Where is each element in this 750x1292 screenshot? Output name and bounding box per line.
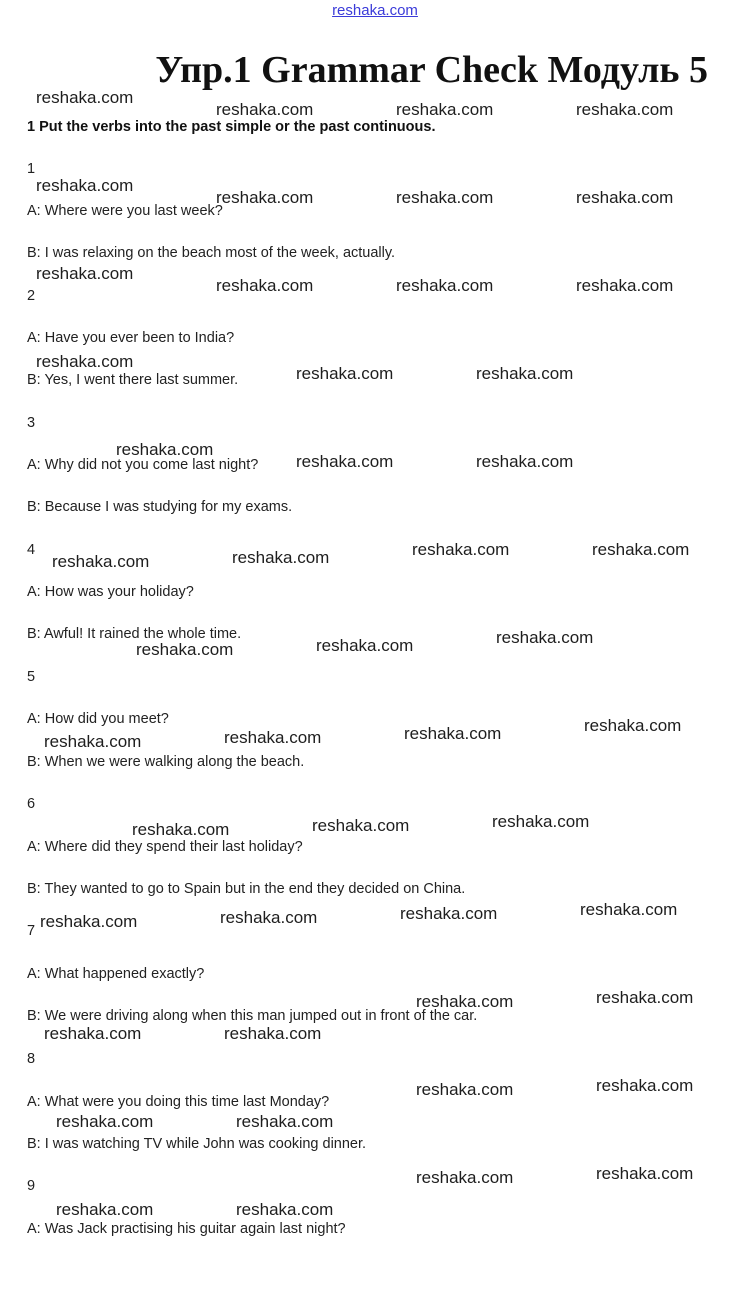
dialogue-line-b: B: I was watching TV while John was cooking dinner. — [27, 1136, 367, 1152]
watermark: reshaka.com — [224, 1024, 322, 1043]
watermark: reshaka.com — [36, 176, 134, 195]
watermark: reshaka.com — [36, 352, 134, 371]
dialogue-line-a: A: What were you doing this time last Monday? — [27, 1094, 330, 1110]
watermark: reshaka.com — [412, 540, 510, 559]
watermark: reshaka.com — [56, 1200, 154, 1219]
dialogue-number: 6 — [27, 796, 36, 812]
watermark: reshaka.com — [216, 100, 314, 119]
dialogue-number: 4 — [27, 542, 36, 558]
watermark: reshaka.com — [296, 452, 394, 471]
watermark: reshaka.com — [596, 988, 694, 1007]
watermark: reshaka.com — [416, 1080, 514, 1099]
dialogue-number: 8 — [27, 1051, 36, 1067]
watermark: reshaka.com — [396, 276, 494, 295]
watermark: reshaka.com — [396, 100, 494, 119]
dialogue-line-b: B: Awful! It rained the whole time. — [27, 626, 242, 642]
watermark: reshaka.com — [40, 912, 138, 931]
watermark: reshaka.com — [44, 732, 142, 751]
dialogue-line-b: B: Yes, I went there last summer. — [27, 372, 239, 388]
watermark: reshaka.com — [400, 904, 498, 923]
watermark: reshaka.com — [584, 716, 682, 735]
watermark: reshaka.com — [56, 1112, 154, 1131]
watermark: reshaka.com — [476, 364, 574, 383]
watermark: reshaka.com — [576, 188, 674, 207]
watermark: reshaka.com — [596, 1164, 694, 1183]
watermark: reshaka.com — [316, 636, 414, 655]
dialogue-line-a: A: Where did they spend their last holiday? — [27, 839, 303, 855]
watermark: reshaka.com — [492, 812, 590, 831]
exercise-instruction: 1 Put the verbs into the past simple or the past continuous. — [27, 119, 436, 135]
watermark: reshaka.com — [296, 364, 394, 383]
watermark: reshaka.com — [576, 276, 674, 295]
dialogue-line-b: B: They wanted to go to Spain but in the end they decided on China. — [27, 881, 466, 897]
dialogue-number: 5 — [27, 669, 36, 685]
dialogue-line-a: A: How was your holiday? — [27, 584, 194, 600]
watermark: reshaka.com — [396, 188, 494, 207]
watermark: reshaka.com — [236, 1112, 334, 1131]
dialogue-line-a: A: Where were you last week? — [27, 203, 223, 219]
dialogue-line-a: A: What happened exactly? — [27, 966, 205, 982]
dialogue-line-b: B: I was relaxing on the beach most of the week, actually. — [27, 245, 396, 261]
dialogue-line-a: A: Was Jack practising his guitar again last night? — [27, 1221, 346, 1237]
dialogue-line-b: B: Because I was studying for my exams. — [27, 499, 293, 515]
watermark: reshaka.com — [580, 900, 678, 919]
watermark: reshaka.com — [132, 820, 230, 839]
watermark: reshaka.com — [592, 540, 690, 559]
watermark: reshaka.com — [416, 1168, 514, 1187]
dialogue-line-a: A: Have you ever been to India? — [27, 330, 235, 346]
dialogue-number: 2 — [27, 288, 36, 304]
dialogue-number: 1 — [27, 161, 36, 177]
site-link[interactable]: reshaka.com — [332, 2, 418, 19]
dialogue-number: 7 — [27, 923, 36, 939]
watermark: reshaka.com — [44, 1024, 142, 1043]
watermark: reshaka.com — [236, 1200, 334, 1219]
watermark: reshaka.com — [216, 188, 314, 207]
dialogue-number: 9 — [27, 1178, 36, 1194]
watermark: reshaka.com — [596, 1076, 694, 1095]
watermark: reshaka.com — [136, 640, 234, 659]
watermark: reshaka.com — [476, 452, 574, 471]
watermark: reshaka.com — [416, 992, 514, 1011]
watermark: reshaka.com — [216, 276, 314, 295]
watermark: reshaka.com — [52, 552, 150, 571]
dialogue-line-a: A: Why did not you come last night? — [27, 457, 259, 473]
watermark: reshaka.com — [312, 816, 410, 835]
watermark: reshaka.com — [224, 728, 322, 747]
dialogue-line-a: A: How did you meet? — [27, 711, 169, 727]
watermark: reshaka.com — [576, 100, 674, 119]
watermark: reshaka.com — [116, 440, 214, 459]
watermark: reshaka.com — [496, 628, 594, 647]
dialogue-line-b: B: We were driving along when this man jumped out in front of the car. — [27, 1008, 478, 1024]
dialogue-number: 3 — [27, 415, 36, 431]
watermark: reshaka.com — [404, 724, 502, 743]
page-title: Упр.1 Grammar Check Модуль 5 — [155, 49, 708, 91]
watermark: reshaka.com — [220, 908, 318, 927]
watermark: reshaka.com — [36, 264, 134, 283]
watermark: reshaka.com — [36, 88, 134, 107]
dialogue-line-b: B: When we were walking along the beach. — [27, 754, 305, 770]
watermark: reshaka.com — [232, 548, 330, 567]
